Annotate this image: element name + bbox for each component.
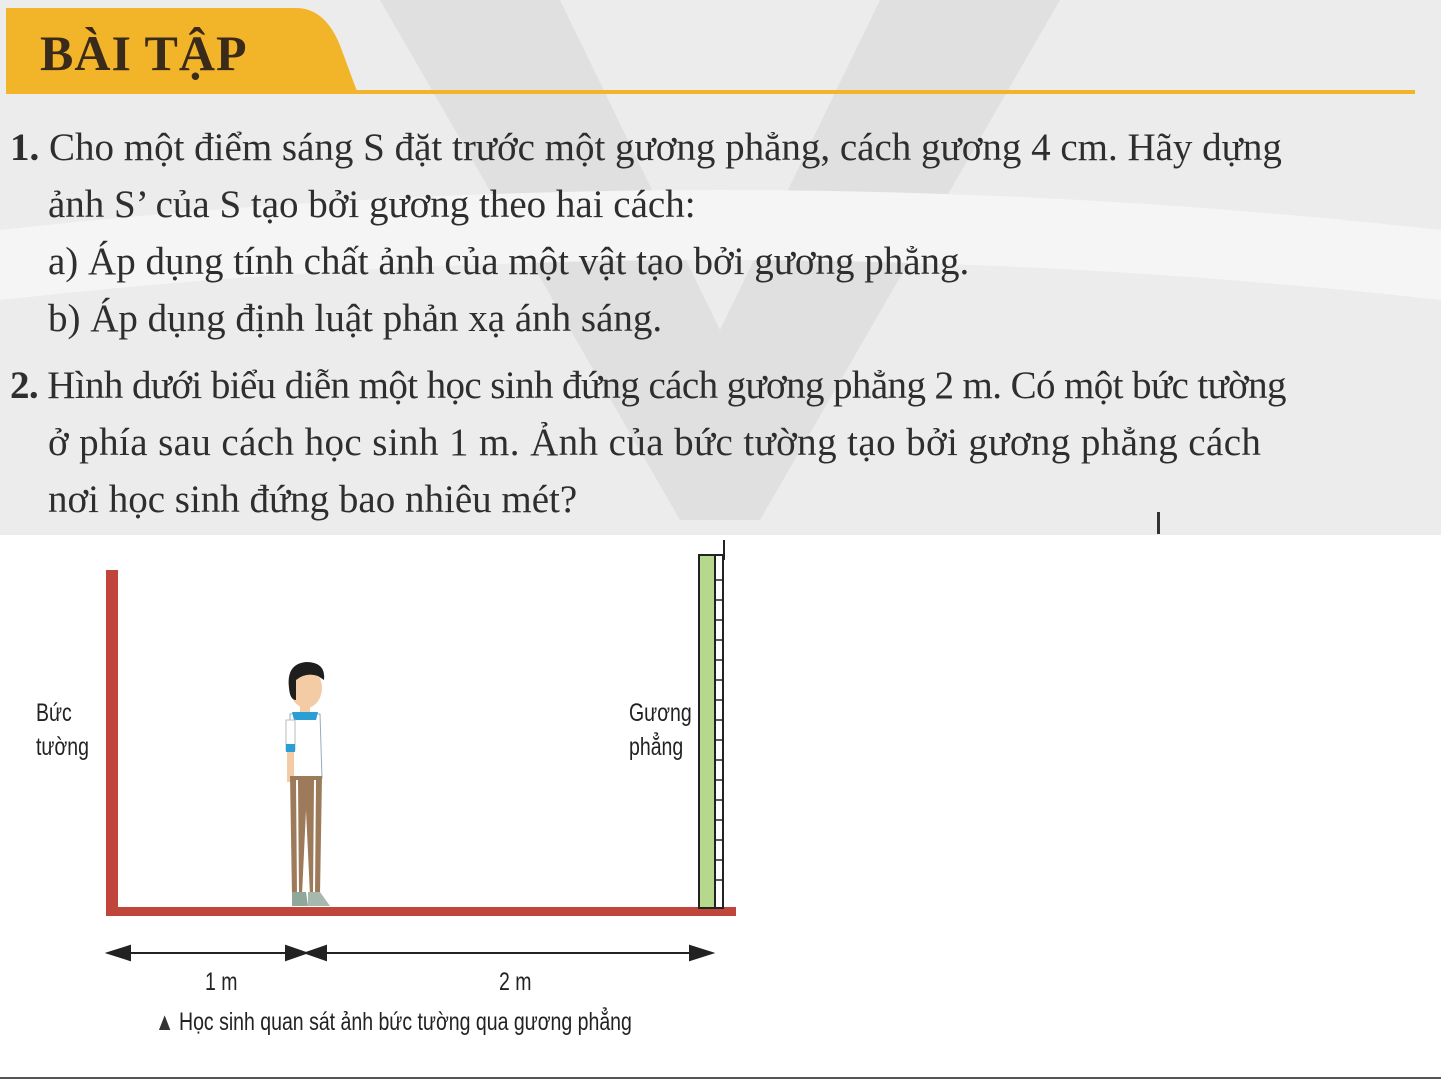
- distance-label-2m: 2 m: [499, 968, 532, 996]
- mirror: [699, 540, 724, 908]
- exercise-2-line-1: 2. Hình dưới biểu diễn một học sinh đứng cách gương phẳng 2 m. Có một bức tường: [10, 364, 1286, 407]
- mirror-label: Gương phẳng: [629, 699, 692, 761]
- floor: [106, 907, 736, 916]
- exercise-1-option-a: a) Áp dụng tính chất ảnh của một vật tạo bởi gương phẳng.: [48, 240, 970, 283]
- wall: [106, 570, 118, 915]
- margin-tick: [1157, 512, 1160, 534]
- exercise-1-number: 1.: [10, 126, 40, 169]
- distance-label-1m: 1 m: [205, 968, 238, 996]
- exercise-2-line-2: ở phía sau cách học sinh 1 m. Ảnh của bức tường tạo bởi gương phẳng cách: [48, 421, 1262, 464]
- distance-arrow-left: [108, 946, 306, 960]
- diagram-figure: [0, 535, 760, 1005]
- figure-caption: ▲ Học sinh quan sát ảnh bức tường qua gương phẳng: [155, 1008, 632, 1036]
- exercise-1-option-b: b) Áp dụng định luật phản xạ ánh sáng.: [48, 297, 663, 340]
- section-title: BÀI TẬP: [40, 25, 248, 81]
- exercise-section: [0, 0, 1441, 535]
- student-figure: [286, 662, 330, 906]
- wall-label: Bức tường: [36, 699, 89, 761]
- exercise-2-number: 2.: [10, 364, 39, 407]
- distance-arrow-right: [306, 946, 712, 960]
- exercise-2-line-3: nơi học sinh đứng bao nhiêu mét?: [48, 478, 578, 521]
- exercise-1-line-2: ảnh S’ của S tạo bởi gương theo hai cách:: [48, 183, 696, 226]
- triangle-icon: ▲: [155, 1008, 175, 1036]
- title-rule: [330, 90, 1415, 94]
- exercise-1-line-1: 1. Cho một điểm sáng S đặt trước một gương phẳng, cách gương 4 cm. Hãy dựng: [10, 126, 1282, 169]
- page-bottom-rule: [0, 1077, 1441, 1079]
